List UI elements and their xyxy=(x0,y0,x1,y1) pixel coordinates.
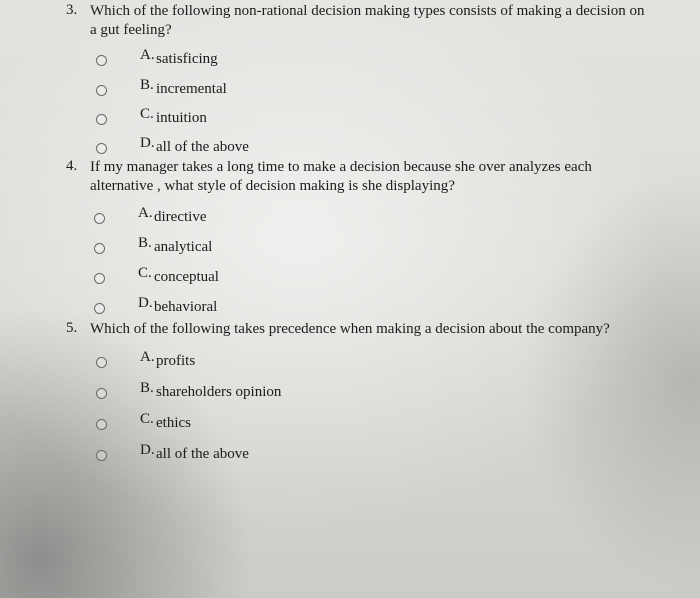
option-label: shareholders opinion xyxy=(156,384,282,400)
option-letter: B. xyxy=(138,235,152,251)
radio-button[interactable] xyxy=(94,213,105,224)
option-letter: C. xyxy=(140,411,154,427)
option-label: intuition xyxy=(156,110,207,126)
option-letter: D. xyxy=(138,295,153,311)
question-number: 4. xyxy=(66,158,78,174)
question-text: If my manager takes a long time to make a decision because she over analyzes each alternative , what style of decision making is she displaying? xyxy=(90,159,592,194)
question-text: Which of the following takes precedence when making a decision about the company? xyxy=(90,321,610,337)
option-label: profits xyxy=(156,353,196,369)
radio-button[interactable] xyxy=(96,450,107,461)
option-label: all of the above xyxy=(156,446,249,462)
option-letter: A. xyxy=(138,205,153,221)
question-number: 5. xyxy=(66,320,78,336)
option-letter: B. xyxy=(140,77,154,93)
option-letter: B. xyxy=(140,380,154,396)
option-letter: D. xyxy=(140,135,155,151)
radio-button[interactable] xyxy=(96,114,107,125)
radio-button[interactable] xyxy=(96,143,107,154)
option-letter: C. xyxy=(138,265,152,281)
option-label: all of the above xyxy=(156,139,249,155)
radio-button[interactable] xyxy=(96,388,107,399)
option-label: conceptual xyxy=(154,269,219,285)
option-label: ethics xyxy=(156,415,191,431)
question-number: 3. xyxy=(66,2,78,18)
option-letter: A. xyxy=(140,47,155,63)
radio-button[interactable] xyxy=(96,357,107,368)
option-label: satisficing xyxy=(156,51,218,67)
radio-button[interactable] xyxy=(94,303,105,314)
question-text: Which of the following non-rational decision making types consists of making a decision on a gut feeling? xyxy=(90,3,645,38)
option-label: directive xyxy=(154,209,207,225)
option-label: behavioral xyxy=(154,299,218,315)
radio-button[interactable] xyxy=(94,273,105,284)
option-label: analytical xyxy=(154,239,213,255)
option-letter: D. xyxy=(140,442,155,458)
radio-button[interactable] xyxy=(96,419,107,430)
radio-button[interactable] xyxy=(96,85,107,96)
option-letter: C. xyxy=(140,106,154,122)
radio-button[interactable] xyxy=(96,55,107,66)
radio-button[interactable] xyxy=(94,243,105,254)
option-letter: A. xyxy=(140,349,155,365)
option-label: incremental xyxy=(156,81,227,97)
